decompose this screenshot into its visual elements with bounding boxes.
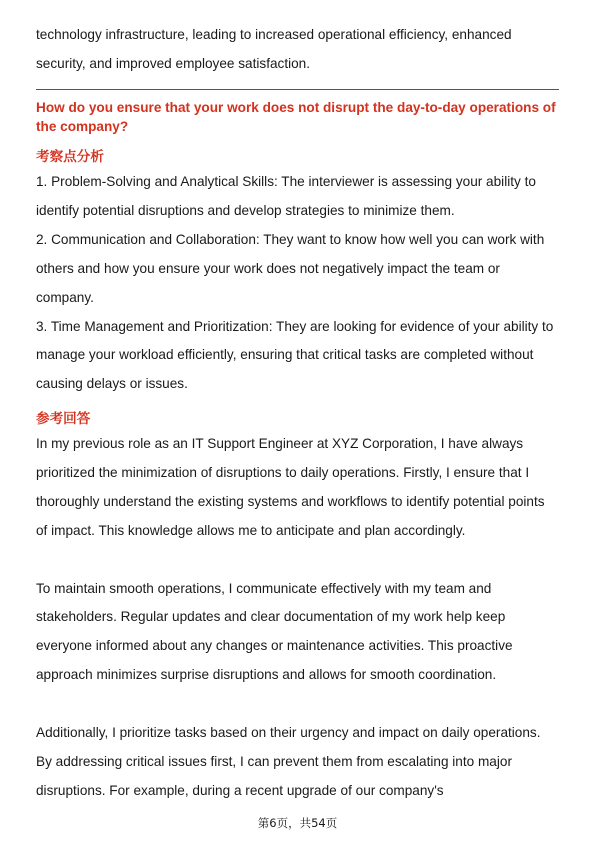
question-heading: How do you ensure that your work does not disrupt the day-to-day operations of the company?: [36, 100, 556, 134]
answer-heading: 参考回答: [36, 411, 91, 427]
answer-paragraph: To maintain smooth operations, I communicate effectively with my team and stakeholders. Regular updates and clear documentation of my work help keep everyone informed about any changes or maintenance activities. This proactive approach minimizes surprise disruptions and allows for smooth coordination.: [36, 580, 513, 683]
section-divider: [36, 89, 559, 90]
analysis-item: 2. Communication and Collaboration: They want to know how well you can work with others and how you ensure your work does not negatively impact the team or company.: [36, 231, 545, 305]
analysis-list: [36, 168, 559, 399]
answer-paragraph: Additionally, I prioritize tasks based on their urgency and impact on daily operations. By addressing critical issues first, I can prevent them from escalating into major disruptions. For example, during a recent upgrade of our company's: [36, 725, 541, 798]
page-footer: 第6页，共54页: [257, 816, 338, 830]
analysis-item: 3. Time Management and Prioritization: They are looking for evidence of your ability to manage your workload efficiently, ensuring that critical tasks are completed without causing delays or issues.: [36, 318, 554, 392]
analysis-item: 1. Problem-Solving and Analytical Skills: The interviewer is assessing your ability to identify potential disruptions and develop strategies to minimize them.: [36, 174, 536, 218]
answer-body: [36, 430, 559, 806]
analysis-heading: 考察点分析: [36, 149, 104, 165]
answer-paragraph: In my previous role as an IT Support Engineer at XYZ Corporation, I have always prioritized the minimization of disruptions to daily operations. Firstly, I ensure that I thoroughly understand the existing systems and workflows to identify potential points of impact. This knowledge allows me to anticipate and plan accordingly.: [36, 436, 545, 538]
intro-paragraph: technology infrastructure, leading to increased operational efficiency, enhanced security, and improved employee satisfaction.: [36, 27, 512, 71]
